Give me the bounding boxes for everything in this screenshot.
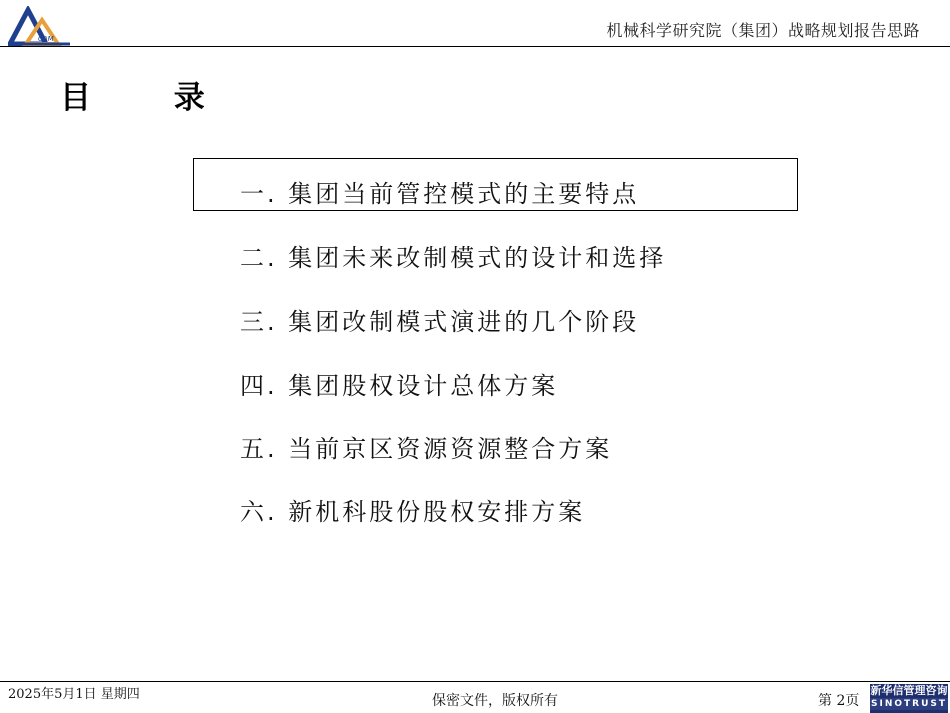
toc-item-3[interactable]: 三. 集团改制模式演进的几个阶段 (240, 308, 640, 336)
sinotrust-logo (870, 684, 948, 713)
report-title: 机械科学研究院（集团）战略规划报告思路 (606, 21, 920, 40)
page-number: 第 2页 (818, 693, 860, 709)
toc-item-1[interactable]: 一. 集团当前管控模式的主要特点 (240, 180, 640, 208)
toc-item-4[interactable]: 四. 集团股权设计总体方案 (240, 372, 559, 400)
page-title: 目 录 (60, 80, 241, 116)
logo-text: CAM (38, 35, 54, 43)
footer-date: 2025年5月1日 星期四 (8, 687, 140, 702)
footer-divider (0, 681, 950, 682)
confidential-notice: 保密文件，版权所有 (432, 693, 558, 709)
brand-cn: 新华信管理咨询 (870, 684, 948, 697)
toc-item-6[interactable]: 六. 新机科股份股权安排方案 (240, 498, 586, 526)
company-logo (8, 6, 70, 46)
toc-item-2[interactable]: 二. 集团未来改制模式的设计和选择 (240, 244, 667, 272)
toc-item-5[interactable]: 五. 当前京区资源资源整合方案 (240, 435, 613, 463)
header-divider (0, 46, 950, 47)
brand-en: SINOTRUST (870, 699, 947, 709)
